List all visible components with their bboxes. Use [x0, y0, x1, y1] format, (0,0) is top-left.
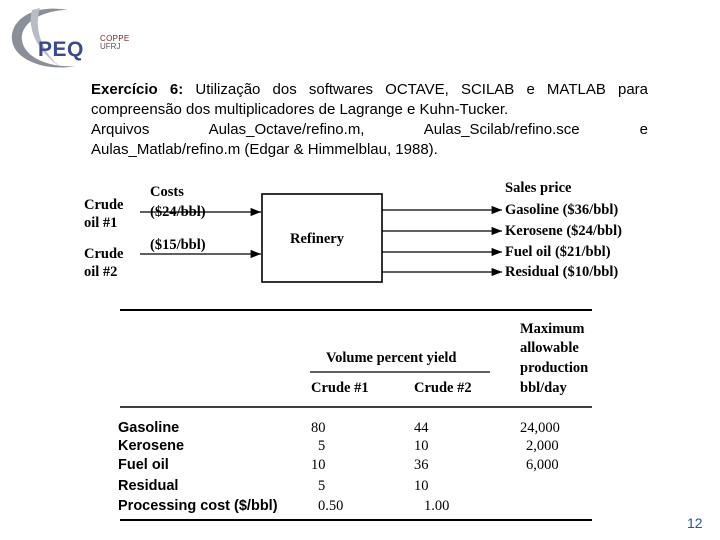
- costs-label: Costs: [150, 184, 184, 200]
- col-crude-1-header: Crude #1: [311, 380, 369, 396]
- logo-peq-text: PEQ: [38, 38, 84, 61]
- volume-yield-header: Volume percent yield: [326, 350, 457, 366]
- exercise-title: Exercício 6:: [91, 81, 184, 98]
- page-number: 12: [687, 515, 703, 531]
- exercise-line-4: Aulas_Matlab/refino.m (Edgar & Himmelblau, 1988).: [91, 141, 438, 158]
- exercise-line-1: Utilização dos softwares OCTAVE, SCILAB e MATLAB: [195, 81, 606, 98]
- row-processing-cost-crude-1: 0.50: [318, 498, 344, 514]
- row-gasoline-max: 24,000: [520, 420, 560, 436]
- refinery-figure: [80, 176, 640, 522]
- row-residual-crude-1: 5: [318, 478, 326, 494]
- product-fuel-oil: Fuel oil ($21/bbl): [505, 244, 611, 260]
- col-max-line-2: allowable: [520, 340, 579, 356]
- crude-1-label: Crude: [84, 197, 124, 213]
- col-max-line-3: production: [520, 360, 589, 376]
- col-max-line-1: Maximum: [520, 321, 585, 337]
- row-gasoline-label: Gasoline: [118, 420, 180, 436]
- crude-1-cost: ($24/bbl): [150, 204, 206, 220]
- row-kerosene-max: 2,000: [526, 438, 559, 454]
- row-residual-crude-2: 10: [414, 478, 429, 494]
- row-kerosene-label: Kerosene: [118, 438, 185, 454]
- crude-2-label: Crude: [84, 246, 124, 262]
- crude-2-cost: ($15/bbl): [150, 237, 206, 253]
- product-kerosene: Kerosene ($24/bbl): [505, 223, 622, 239]
- row-kerosene-crude-2: 10: [414, 438, 429, 454]
- logo-coppe-text: COPPE: [100, 34, 130, 43]
- col-crude-2-header: Crude #2: [414, 380, 472, 396]
- peq-logo: [6, 4, 130, 76]
- row-gasoline-crude-1: 80: [311, 420, 326, 436]
- exercise-line-3: Arquivos Aulas_Octave/refino.m, Aulas_Scilab/refino.sce e: [91, 121, 648, 138]
- row-kerosene-crude-1: 5: [318, 438, 326, 454]
- col-max-line-4: bbl/day: [520, 380, 567, 396]
- refinery-label: Refinery: [290, 231, 344, 247]
- crude-2-sublabel: oil #2: [84, 264, 118, 280]
- crude-1-sublabel: oil #1: [84, 215, 118, 231]
- row-processing-cost-label: Processing cost ($/bbl): [118, 498, 278, 514]
- row-fuel-oil-crude-2: 36: [414, 457, 429, 473]
- row-processing-cost-crude-2: 1.00: [424, 498, 450, 514]
- product-residual: Residual ($10/bbl): [505, 264, 619, 280]
- exercise-statement: [91, 80, 648, 160]
- row-gasoline-crude-2: 44: [414, 420, 429, 436]
- logo-ufrj-text: UFRJ: [100, 42, 121, 51]
- row-fuel-oil-crude-1: 10: [311, 457, 326, 473]
- row-residual-label: Residual: [118, 478, 179, 494]
- sales-price-label: Sales price: [505, 180, 572, 196]
- row-fuel-oil-label: Fuel oil: [118, 457, 169, 473]
- row-fuel-oil-max: 6,000: [526, 457, 559, 473]
- exercise-line-2: para compreensão dos multiplicadores de Lagrange e Kuhn-Tucker.: [91, 81, 649, 118]
- product-gasoline: Gasoline ($36/bbl): [505, 202, 619, 218]
